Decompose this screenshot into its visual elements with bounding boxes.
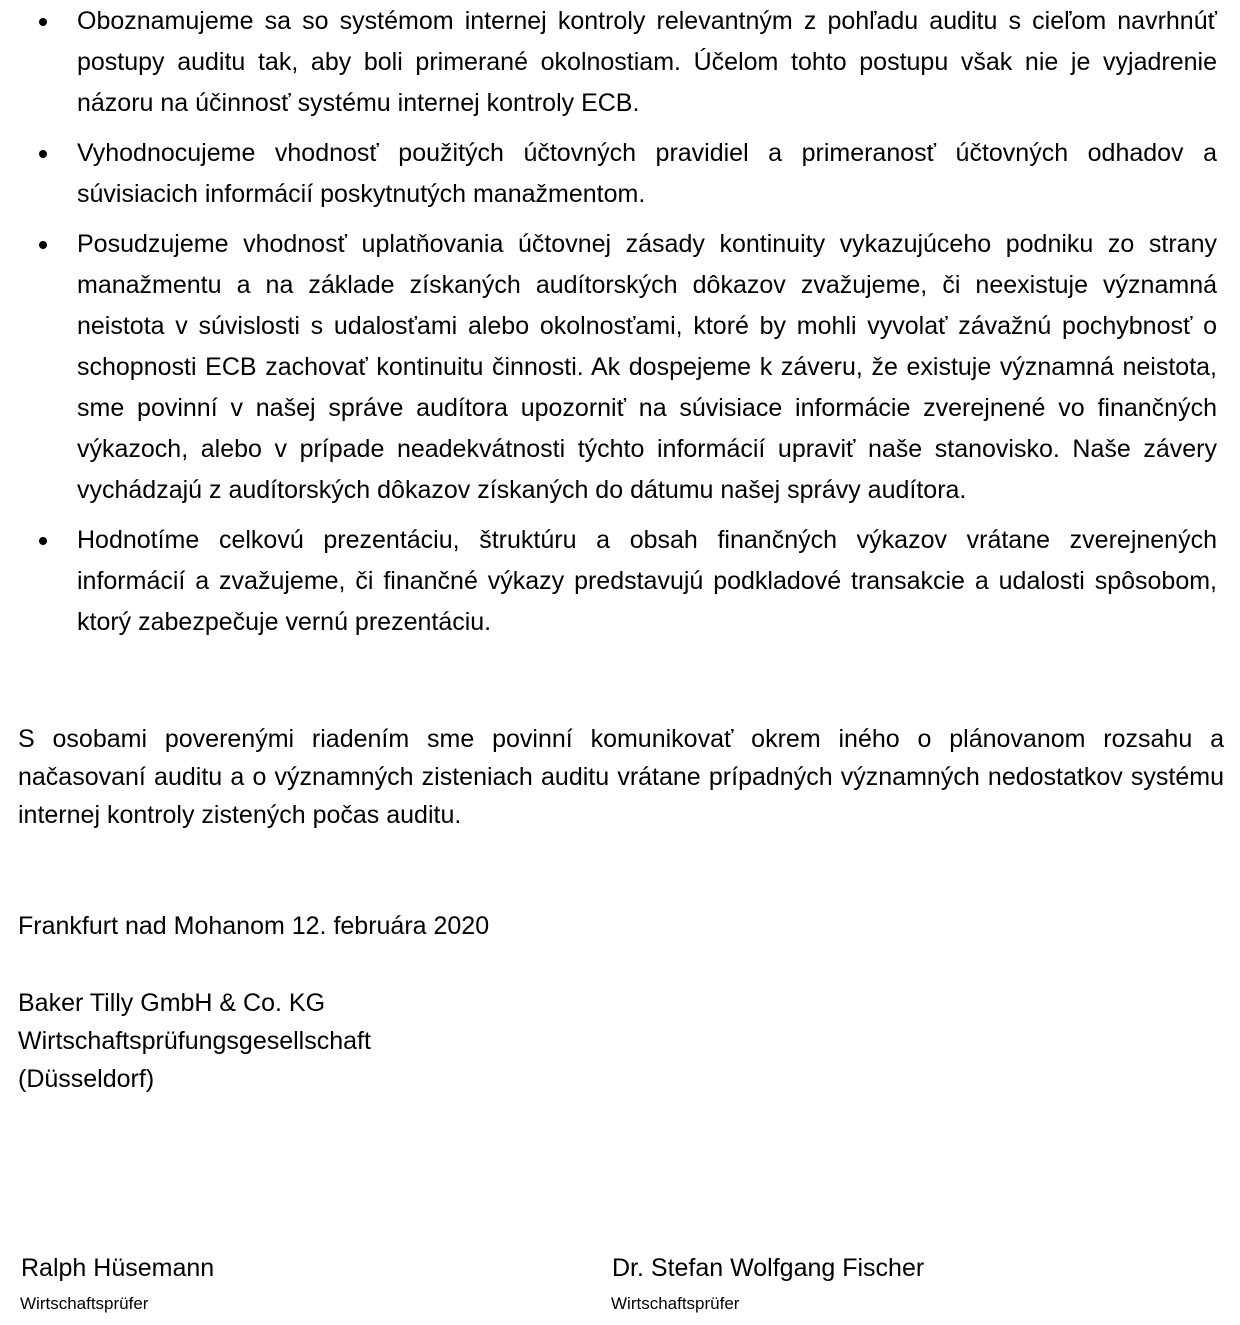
- communication-paragraph: S osobami poverenými riadením sme povinní komunikovať okrem iného o plánovanom rozsahu a načasovaní auditu a o významných zisteniach auditu vrátane prípadných významných nedostatkov systému internej kontroly zistených počas auditu.: [18, 725, 1224, 829]
- list-item: [0, 1, 1240, 124]
- list-item-text: Posudzujeme vhodnosť uplatňovania účtovnej zásady kontinuity vykazujúceho podniku zo strany manažmentu a na základe získaných audítorských dôkazov zvažujeme, či neexistuje významná neistota v súvislosti s udalosťami alebo okolnosťami, ktoré by mohli vyvolať závažnú pochybnosť o schopnosti ECB zachovať kontinuitu činnosti. Ak dospejeme k záveru, že existuje významná neistota, sme povinní v našej správe audítora upozorniť na súvisiace informácie zverejnené vo finančných výkazoch, alebo v prípade neadekvátnosti týchto informácií upraviť naše stanovisko. Naše závery vychádzajú z audítorských dôkazov získaných do dátumu našej správy audítora.: [77, 230, 1217, 504]
- list-item-text: Oboznamujeme sa so systémom internej kontroly relevantným z pohľadu auditu s cieľom navrhnúť postupy auditu tak, aby boli primerané okolnostiam. Účelom tohto postupu však nie je vyjadrenie názoru na účinnosť systému internej kontroly ECB.: [77, 7, 1217, 117]
- list-item: [0, 520, 1240, 643]
- bullet-icon: [39, 537, 47, 545]
- signatory-name: Dr. Stefan Wolfgang Fischer: [612, 1254, 925, 1282]
- bullet-icon: [39, 18, 47, 26]
- audit-procedures-list: [0, 1, 1240, 652]
- list-item-text: Vyhodnocujeme vhodnosť použitých účtovných pravidiel a primeranosť účtovných odhadov a súvisiacich informácií poskytnutých manažmentom.: [77, 139, 1217, 208]
- signatory-title: Wirtschaftsprüfer: [611, 1294, 740, 1313]
- firm-type: Wirtschaftsprüfungsgesellschaft: [18, 1027, 371, 1055]
- signatory-name: Ralph Hüsemann: [21, 1254, 215, 1282]
- list-item: [0, 224, 1240, 511]
- place-and-date: Frankfurt nad Mohanom 12. februára 2020: [18, 912, 490, 940]
- firm-name: Baker Tilly GmbH & Co. KG: [18, 989, 326, 1017]
- bullet-icon: [39, 150, 47, 158]
- bullet-icon: [39, 241, 47, 249]
- list-item: [0, 133, 1240, 215]
- signatory-title: Wirtschaftsprüfer: [20, 1294, 149, 1313]
- firm-location: (Düsseldorf): [18, 1065, 155, 1093]
- list-item-text: Hodnotíme celkovú prezentáciu, štruktúru a obsah finančných výkazov vrátane zverejnených informácií a zvažujeme, či finančné výkazy predstavujú podkladové transakcie a udalosti spôsobom, ktorý zabezpečuje vernú prezentáciu.: [77, 526, 1217, 636]
